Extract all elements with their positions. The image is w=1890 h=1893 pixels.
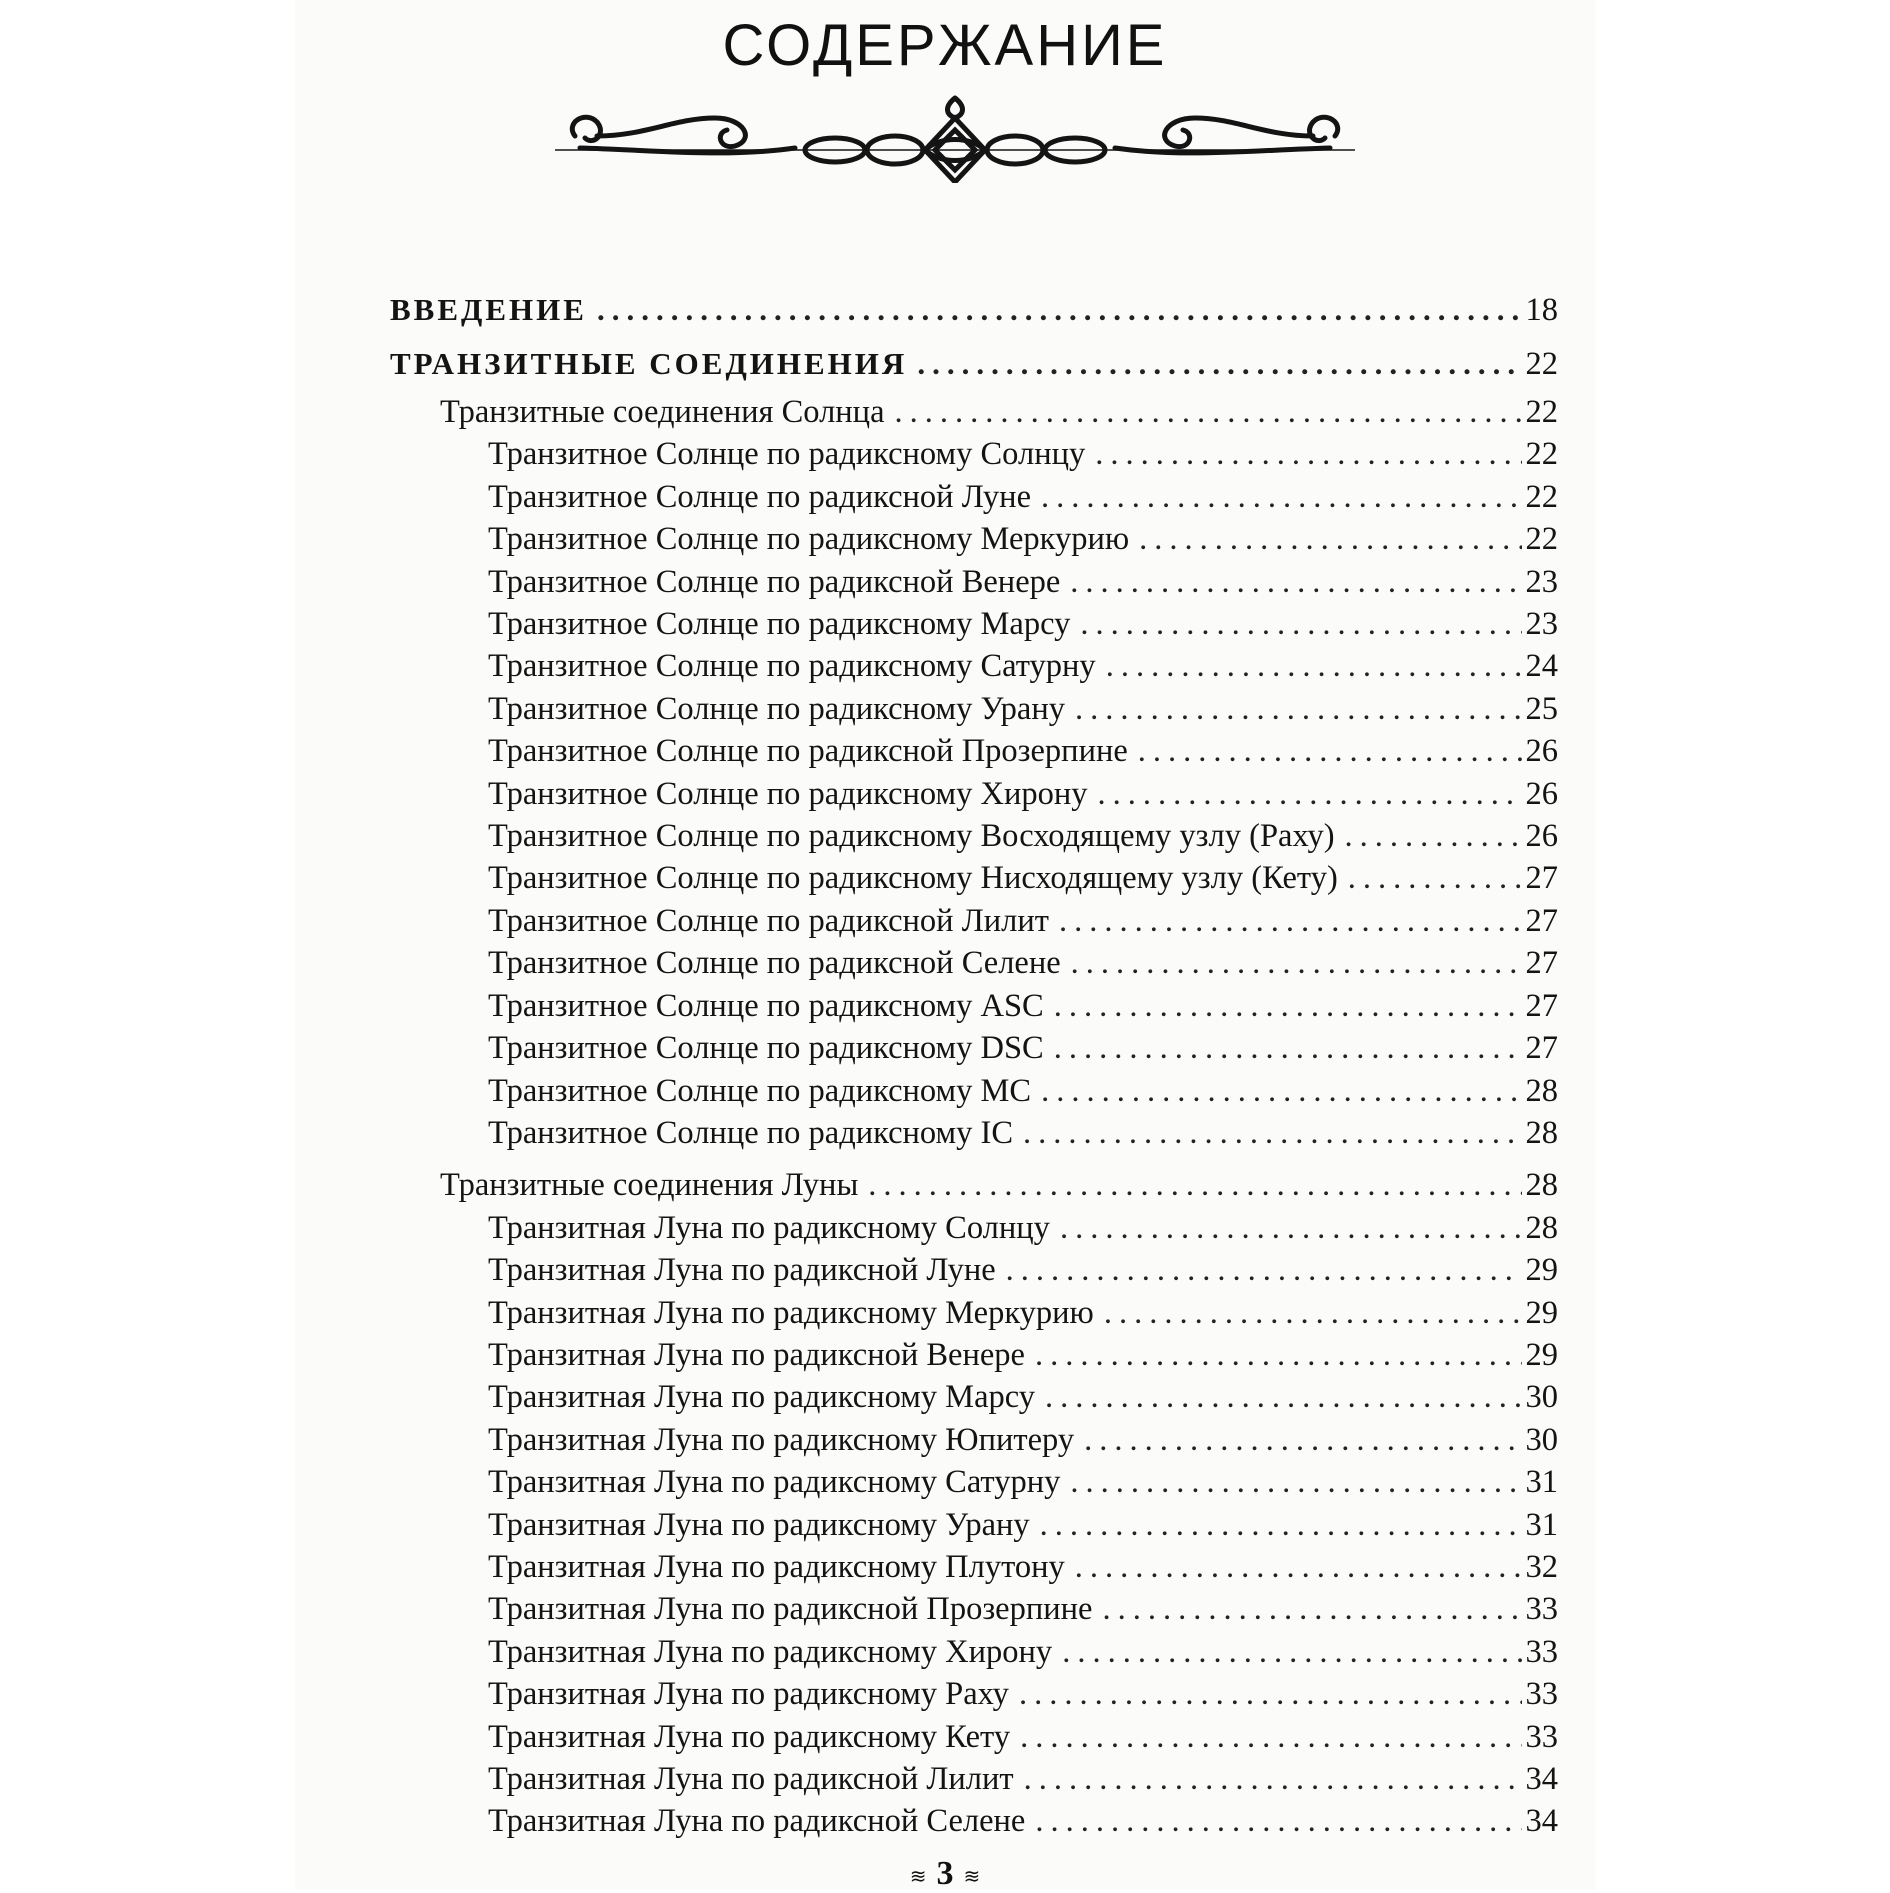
toc-entry-title: Транзитное Солнце по радиксной Прозерпине xyxy=(488,733,1128,770)
toc-page-number: 30 xyxy=(1525,1421,1558,1458)
dot-leader xyxy=(1106,645,1522,687)
dot-leader xyxy=(1035,1800,1521,1842)
toc-entry-title: Транзитная Луна по радиксному Плутону xyxy=(488,1548,1065,1585)
toc-page-number: 26 xyxy=(1525,775,1558,812)
toc-page-number: 32 xyxy=(1525,1548,1558,1585)
dot-leader xyxy=(1102,1588,1521,1630)
toc-section xyxy=(390,337,1558,391)
toc-entry-title: Транзитная Луна по радиксному Марсу xyxy=(488,1379,1035,1416)
toc-page-number: 29 xyxy=(1525,1252,1558,1289)
toc-entry-title: Транзитное Солнце по радиксному Нисходящему узлу (Кету) xyxy=(488,860,1338,897)
toc-entry xyxy=(390,561,1558,603)
toc-page-number: 25 xyxy=(1525,690,1558,727)
toc-page-number: 26 xyxy=(1525,733,1558,770)
toc-entry xyxy=(390,688,1558,730)
toc-page-number: 22 xyxy=(1525,478,1558,515)
dot-leader xyxy=(1020,1716,1521,1758)
dot-leader xyxy=(1348,857,1522,899)
toc-entry xyxy=(390,1716,1558,1758)
toc-entry-title: ТРАНЗИТНЫЕ СОЕДИНЕНИЯ xyxy=(390,346,908,381)
dot-leader xyxy=(1075,688,1522,730)
toc-page-number: 33 xyxy=(1525,1718,1558,1755)
toc-page-number: 27 xyxy=(1525,987,1558,1024)
dot-leader xyxy=(1098,773,1522,815)
toc-page-number: 23 xyxy=(1525,563,1558,600)
toc-page-number: 28 xyxy=(1525,1114,1558,1151)
page-footer xyxy=(0,1855,1890,1893)
toc-entry xyxy=(390,1292,1558,1334)
toc-entry xyxy=(390,1673,1558,1715)
toc-page-number: 22 xyxy=(1525,521,1558,558)
toc-page-number: 33 xyxy=(1525,1633,1558,1670)
dot-leader xyxy=(1070,1461,1521,1503)
toc-entry-title: Транзитное Солнце по радиксному Солнцу xyxy=(488,436,1086,473)
toc-entry-title: Транзитная Луна по радиксному Раху xyxy=(488,1676,1009,1713)
toc-entry xyxy=(390,476,1558,518)
toc-entry xyxy=(390,1419,1558,1461)
toc-entry xyxy=(390,645,1558,687)
toc-entry xyxy=(390,1461,1558,1503)
toc-entry-title: Транзитное Солнце по радиксному Восходящему узлу (Раху) xyxy=(488,818,1335,855)
toc-page-number: 22 xyxy=(1525,346,1558,382)
toc-entry xyxy=(390,603,1558,645)
dot-leader xyxy=(1060,1207,1522,1249)
toc-entry xyxy=(390,1207,1558,1249)
toc-page-number: 28 xyxy=(1525,1209,1558,1246)
toc-entry-title: Транзитное Солнце по радиксному МС xyxy=(488,1072,1032,1109)
dot-leader xyxy=(868,1164,1521,1206)
toc-page-number: 22 xyxy=(1525,436,1558,473)
toc-entry-title: Транзитные соединения Луны xyxy=(440,1167,859,1204)
dot-leader xyxy=(1070,561,1521,603)
toc-entry xyxy=(390,1249,1558,1291)
toc-entry-title: Транзитная Луна по радиксной Прозерпине xyxy=(488,1591,1093,1628)
toc-page-number: 27 xyxy=(1525,902,1558,939)
toc-entry-title: Транзитное Солнце по радиксному Урану xyxy=(488,690,1065,727)
dot-leader xyxy=(1040,1504,1522,1546)
dot-leader xyxy=(1071,942,1522,984)
dot-leader xyxy=(1075,1546,1522,1588)
toc-page-number: 18 xyxy=(1525,292,1558,328)
toc-page-number: 27 xyxy=(1525,860,1558,897)
toc-page-number: 29 xyxy=(1525,1336,1558,1373)
toc-entry-title: Транзитное Солнце по радиксному Марсу xyxy=(488,606,1071,643)
flourish-icon: ≋ xyxy=(963,1865,981,1888)
toc-entry xyxy=(390,1758,1558,1800)
dot-leader xyxy=(1084,1419,1521,1461)
dot-leader xyxy=(1104,1292,1522,1334)
dot-leader xyxy=(1019,1673,1522,1715)
toc-entry-title: Транзитное Солнце по радиксной Венере xyxy=(488,563,1061,600)
dot-leader xyxy=(1345,815,1522,857)
toc-page-number: 26 xyxy=(1525,818,1558,855)
dot-leader xyxy=(1023,1112,1522,1154)
toc-page-number: 28 xyxy=(1525,1072,1558,1109)
dot-leader xyxy=(895,391,1522,433)
dot-leader xyxy=(1035,1334,1522,1376)
toc-page-number: 31 xyxy=(1525,1464,1558,1501)
dot-leader xyxy=(917,337,1521,390)
toc-entry xyxy=(390,857,1558,899)
toc-entry-title: ВВЕДЕНИЕ xyxy=(390,292,587,327)
toc-page-number: 33 xyxy=(1525,1591,1558,1628)
toc-entry xyxy=(390,773,1558,815)
toc-entry xyxy=(390,433,1558,475)
toc-entry-title: Транзитное Солнце по радиксному IC xyxy=(488,1114,1013,1151)
toc-entry xyxy=(390,1631,1558,1673)
toc-entry-title: Транзитная Луна по радиксной Венере xyxy=(488,1336,1025,1373)
toc-page-number: 34 xyxy=(1525,1803,1558,1840)
toc-entry xyxy=(390,1027,1558,1069)
dot-leader xyxy=(1041,1070,1521,1112)
toc-entry-title: Транзитное Солнце по радиксному Хирону xyxy=(488,775,1088,812)
toc-entry xyxy=(390,1070,1558,1112)
table-of-contents xyxy=(390,283,1558,1843)
toc-page-number: 23 xyxy=(1525,606,1558,643)
toc-entry-title: Транзитное Солнце по радиксной Лилит xyxy=(488,902,1049,939)
dot-leader xyxy=(1041,476,1522,518)
toc-entry xyxy=(390,1588,1558,1630)
toc-page-number: 29 xyxy=(1525,1294,1558,1331)
toc-entry-title: Транзитная Луна по радиксному Сатурну xyxy=(488,1464,1061,1501)
dot-leader xyxy=(1139,518,1521,560)
toc-entry-title: Транзитная Луна по радиксной Лилит xyxy=(488,1761,1014,1797)
toc-entry xyxy=(390,1546,1558,1588)
toc-page-number: 27 xyxy=(1525,1030,1558,1067)
toc-page-number: 30 xyxy=(1525,1379,1558,1416)
flourish-icon: ≋ xyxy=(909,1865,927,1888)
dot-leader xyxy=(1006,1249,1522,1291)
dot-leader xyxy=(1024,1758,1522,1800)
toc-entry-title: Транзитная Луна по радиксному Меркурию xyxy=(488,1294,1094,1331)
toc-entry-title: Транзитная Луна по радиксной Луне xyxy=(488,1252,996,1289)
toc-entry xyxy=(390,1504,1558,1546)
toc-entry-title: Транзитное Солнце по радиксному Сатурну xyxy=(488,648,1096,685)
toc-entry-title: Транзитная Луна по радиксному Хирону xyxy=(488,1633,1053,1670)
toc-entry-title: Транзитная Луна по радиксной Селене xyxy=(488,1803,1026,1840)
toc-section xyxy=(390,283,1558,337)
toc-entry xyxy=(390,1800,1558,1842)
toc-entry-title: Транзитная Луна по радиксному Юпитеру xyxy=(488,1421,1075,1458)
toc-entry xyxy=(390,815,1558,857)
page-number: 3 xyxy=(936,1855,954,1892)
dot-leader xyxy=(597,283,1522,336)
title-ornament-icon xyxy=(555,88,1355,183)
toc-entry-title: Транзитное Солнце по радиксной Луне xyxy=(488,478,1031,515)
toc-entry xyxy=(390,1376,1558,1418)
toc-entry-title: Транзитное Солнце по радиксному ASC xyxy=(488,987,1044,1024)
toc-subsection xyxy=(390,1164,1558,1206)
dot-leader xyxy=(1138,730,1522,772)
toc-entry xyxy=(390,1334,1558,1376)
toc-entry xyxy=(390,942,1558,984)
toc-entry-title: Транзитное Солнце по радиксной Селене xyxy=(488,945,1061,982)
toc-entry xyxy=(390,730,1558,772)
toc-entry-title: Транзитная Луна по радиксному Кету xyxy=(488,1718,1011,1755)
dot-leader xyxy=(1054,985,1522,1027)
toc-entry xyxy=(390,518,1558,560)
toc-page-number: 31 xyxy=(1525,1506,1558,1543)
toc-entry xyxy=(390,985,1558,1027)
toc-page-number: 24 xyxy=(1525,648,1558,685)
toc-page-number: 34 xyxy=(1525,1761,1558,1797)
toc-page-number: 28 xyxy=(1525,1167,1558,1204)
toc-entry-title: Транзитное Солнце по радиксному DSC xyxy=(488,1030,1044,1067)
toc-page-number: 22 xyxy=(1525,394,1558,430)
dot-leader xyxy=(1062,1631,1521,1673)
toc-entry xyxy=(390,1112,1558,1154)
toc-page-number: 27 xyxy=(1525,945,1558,982)
dot-leader xyxy=(1059,900,1522,942)
dot-leader xyxy=(1045,1376,1522,1418)
toc-subsection xyxy=(390,391,1558,433)
dot-leader xyxy=(1080,603,1521,645)
dot-leader xyxy=(1095,433,1521,475)
toc-entry-title: Транзитное Солнце по радиксному Меркурию xyxy=(488,521,1130,558)
toc-entry-title: Транзитные соединения Солнца xyxy=(440,394,885,430)
toc-entry-title: Транзитная Луна по радиксному Урану xyxy=(488,1506,1030,1543)
page-title: СОДЕРЖАНИЕ xyxy=(722,13,1168,78)
toc-page-number: 33 xyxy=(1525,1676,1558,1713)
toc-entry-title: Транзитная Луна по радиксному Солнцу xyxy=(488,1209,1050,1246)
toc-entry xyxy=(390,900,1558,942)
dot-leader xyxy=(1054,1027,1522,1069)
